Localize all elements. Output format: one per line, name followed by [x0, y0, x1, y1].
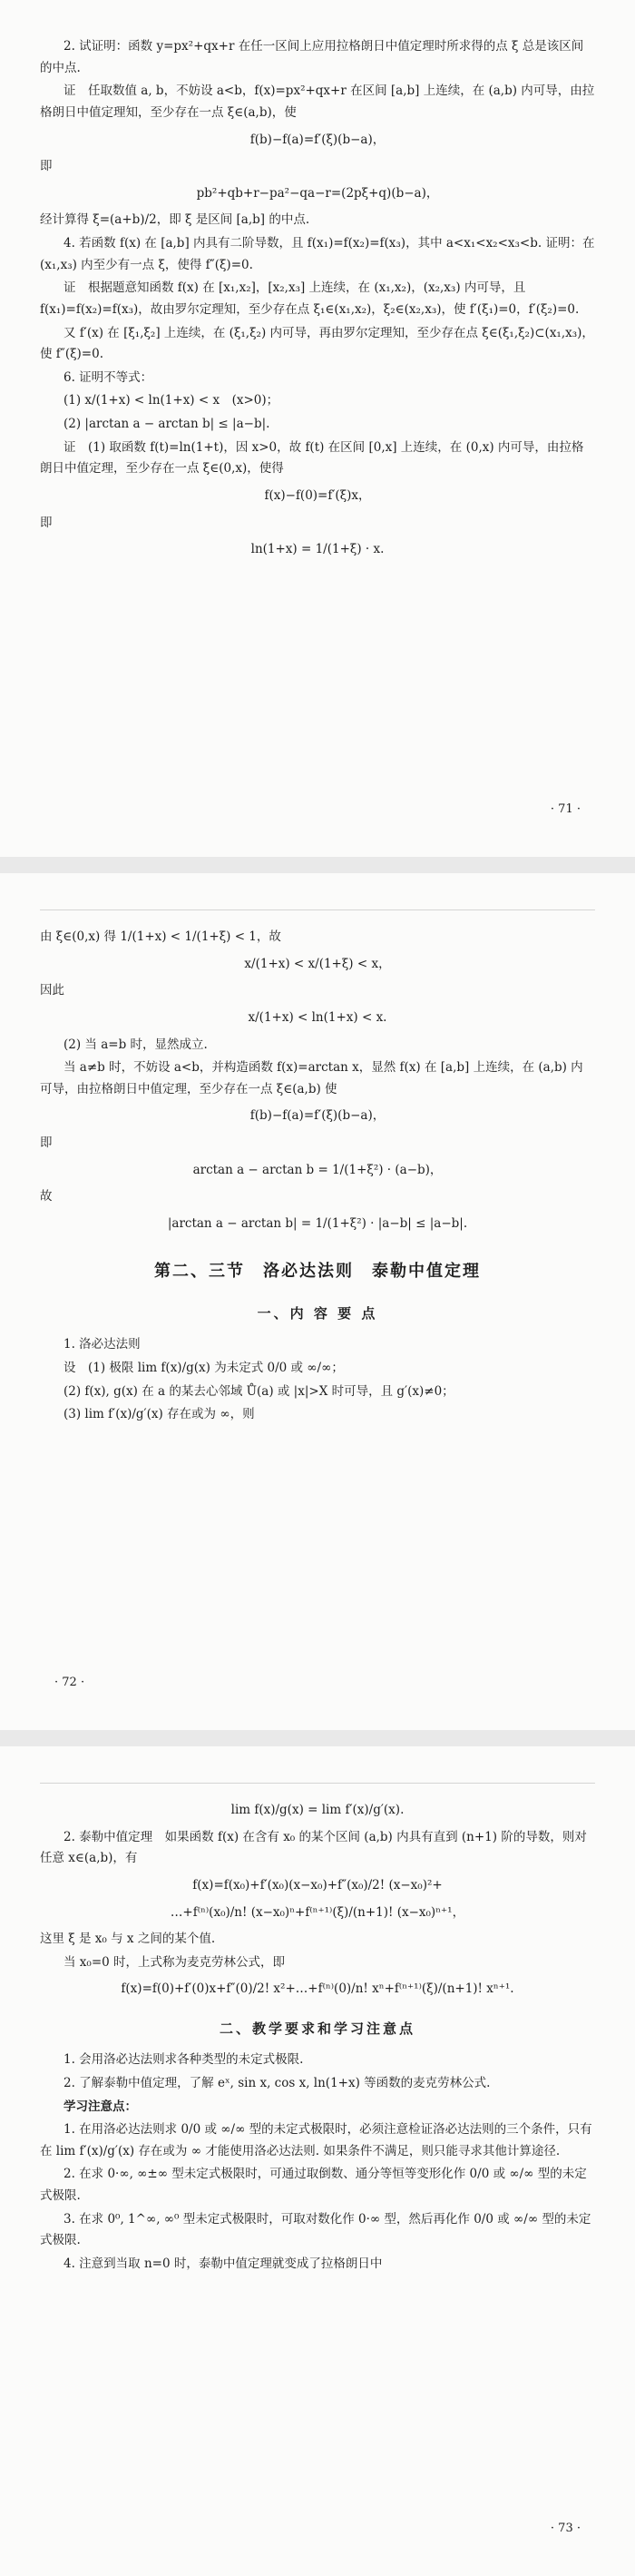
- point-line: (3) lim f′(x)/g′(x) 存在或为 ∞，则: [64, 1407, 255, 1422]
- section-title: 第二、三节 洛必达法则 泰勒中值定理: [154, 1261, 481, 1281]
- problem-4: 4. 若函数 f(x) 在 [a,b] 内具有二阶导数，且 f(x₁)=f(x₂)=f(x₃)，其中 a<x₁<x₂<x₃<b. 证明：在 (x₁,x₃) 内至少有一点 ξ，使得 f″(ξ)=0.: [40, 236, 595, 272]
- text-line: 当 x₀=0 时，上式称为麦克劳林公式，即: [64, 1954, 286, 1970]
- equation: f(b)−f(a)=f′(ξ)(b−a)，: [249, 1108, 386, 1124]
- note: 2. 在求 0·∞, ∞±∞ 型未定式极限时，可通过取倒数、通分等恒等变形化作 0/0 或 ∞/∞ 型的未定式极限.: [40, 2167, 587, 2203]
- note: 3. 在求 0⁰, 1^∞, ∞⁰ 型未定式极限时，可取对数化作 0·∞ 型，然后再化作 0/0 或 ∞/∞ 型的未定式极限.: [40, 2211, 591, 2248]
- text-line: 经计算得 ξ=(a+b)/2，即 ξ 是区间 [a,b] 的中点.: [40, 212, 310, 228]
- requirement: 2. 了解泰勒中值定理，了解 eˣ, sin x, cos x, ln(1+x) 等函数的麦克劳林公式.: [64, 2075, 491, 2090]
- taylor-theorem: 2. 泰勒中值定理 如果函数 f(x) 在含有 x₀ 的某个区间 (a,b) 内具有直到 (n+1) 阶的导数，则对任意 x∈(a,b)，有: [40, 1829, 587, 1866]
- equation: |arctan a − arctan b| = 1/(1+ξ²) · |a−b| ≤ |a−b|.: [167, 1215, 468, 1231]
- equation: lim f(x)/g(x) = lim f′(x)/g′(x).: [230, 1803, 405, 1817]
- problem-6-2: (2) |arctan a − arctan b| ≤ |a−b|.: [64, 417, 270, 431]
- text-line: 这里 ξ 是 x₀ 与 x 之间的某个值.: [40, 1932, 216, 1947]
- divider: [40, 909, 595, 910]
- point-line: 设 (1) 极限 lim f(x)/g(x) 为未定式 0/0 或 ∞/∞；: [64, 1360, 344, 1375]
- proof-2: 证 任取数值 a, b，不妨设 a<b，f(x)=px²+qx+r 在区间 [a,b] 上连续，在 (a,b) 内可导，由拉格朗日中值定理知，至少存在一点 ξ∈(a,b)，使: [40, 84, 595, 120]
- page-number: · 73 ·: [550, 2522, 581, 2536]
- text-line: 由 ξ∈(0,x) 得 1/(1+x) < 1/(1+ξ) < 1，故: [40, 929, 281, 944]
- sub-title: 一、内 容 要 点: [257, 1305, 378, 1322]
- point-heading: 1. 洛必达法则: [64, 1337, 141, 1352]
- equation: f(x)=f(x₀)+f′(x₀)(x−x₀)+f″(x₀)/2! (x−x₀)²+: [192, 1877, 443, 1893]
- proof-4: 证 根据题意知函数 f(x) 在 [x₁,x₂]，[x₂,x₃] 上连续，在 (x₁,x₂)，(x₂,x₃) 内可导，且 f(x₁)=f(x₂)=f(x₃)，故由罗尔定理知，至少存在点 ξ₁∈(x₁,x₂)，ξ₂∈(x₂,x₃)，使 f′(ξ₁)=0，f′(ξ₂)=0.: [40, 280, 580, 317]
- note: 4. 注意到当取 n=0 时，泰勒中值定理就变成了拉格朗日中: [64, 2256, 383, 2271]
- page-number: · 72 ·: [54, 1676, 85, 1690]
- requirement: 1. 会用洛必达法则求各种类型的未定式极限.: [64, 2052, 304, 2068]
- text-line: 即: [40, 159, 53, 174]
- equation: f(x)−f(0)=f′(ξ)x，: [264, 487, 371, 503]
- problem-6-1: (1) x/(1+x) < ln(1+x) < x (x>0)；: [64, 393, 279, 408]
- text-line: (2) 当 a=b 时，显然成立.: [64, 1037, 208, 1052]
- point-line: (2) f(x), g(x) 在 a 的某去心邻域 Ů(a) 或 |x|>X 时可导，且 g′(x)≠0；: [64, 1383, 454, 1399]
- page-number: · 71 ·: [550, 802, 581, 817]
- page-71: [0, 0, 635, 857]
- text-line: 故: [40, 1189, 53, 1204]
- page-73: [0, 1746, 635, 2576]
- text-line: 当 a≠b 时，不妨设 a<b，并构造函数 f(x)=arctan x，显然 f(x) 在 [a,b] 上连续，在 (a,b) 内可导，由拉格朗日中值定理，至少存在一点 ξ∈(a,b) 使: [40, 1060, 583, 1096]
- equation: f(x)=f(0)+f′(0)x+f″(0)/2! x²+…+f⁽ⁿ⁾(0)/n! xⁿ+f⁽ⁿ⁺¹⁾(ξ)/(n+1)! xⁿ⁺¹.: [121, 1981, 514, 1997]
- problem-6: 6. 证明不等式：: [64, 369, 153, 385]
- equation: arctan a − arctan b = 1/(1+ξ²) · (a−b)，: [192, 1162, 443, 1177]
- text-line: 即: [40, 515, 53, 530]
- page-72: [0, 873, 635, 1730]
- equation: ln(1+x) = 1/(1+ξ) · x.: [250, 542, 385, 557]
- equation: f(b)−f(a)=f′(ξ)(b−a)，: [249, 132, 386, 147]
- text-line: 即: [40, 1136, 53, 1150]
- note: 1. 在用洛必达法则求 0/0 或 ∞/∞ 型的未定式极限时，必须注意检证洛必达法则的三个条件，只有在 lim f′(x)/g′(x) 存在或为 ∞ 才能使用洛必达法则. 如果条件不满足，则只能寻求其他计算途径.: [40, 2122, 592, 2158]
- divider: [40, 1783, 595, 1784]
- equation: …+f⁽ⁿ⁾(x₀)/n! (x−x₀)ⁿ+f⁽ⁿ⁺¹⁾(ξ)/(n+1)! (x−x₀)ⁿ⁺¹，: [170, 1904, 465, 1920]
- equation: pb²+qb+r−pa²−qa−r=(2pξ+q)(b−a)，: [196, 185, 439, 201]
- sub-title: 二、教学要求和学习注意点: [219, 2020, 415, 2037]
- notes-heading: 学习注意点：: [64, 2099, 137, 2114]
- proof-6: 证 (1) 取函数 f(t)=ln(1+t)，因 x>0，故 f(t) 在区间 [0,x] 上连续，在 (0,x) 内可导，由拉格朗日中值定理，至少存在一点 ξ∈(0,x)，使得: [40, 439, 584, 477]
- equation: x/(1+x) < x/(1+ξ) < x，: [244, 956, 391, 971]
- equation: x/(1+x) < ln(1+x) < x.: [248, 1009, 387, 1025]
- proof-4-cont: 又 f′(x) 在 [ξ₁,ξ₂] 上连续，在 (ξ₁,ξ₂) 内可导，再由罗尔定理知，至少存在点 ξ∈(ξ₁,ξ₂)⊂(x₁,x₃)，使 f″(ξ)=0.: [40, 325, 594, 362]
- problem-2: 2. 试证明：函数 y=px²+qx+r 在任一区间上应用拉格朗日中值定理时所求得的点 ξ 总是该区间的中点.: [40, 39, 584, 75]
- text-line: 因此: [40, 983, 64, 998]
